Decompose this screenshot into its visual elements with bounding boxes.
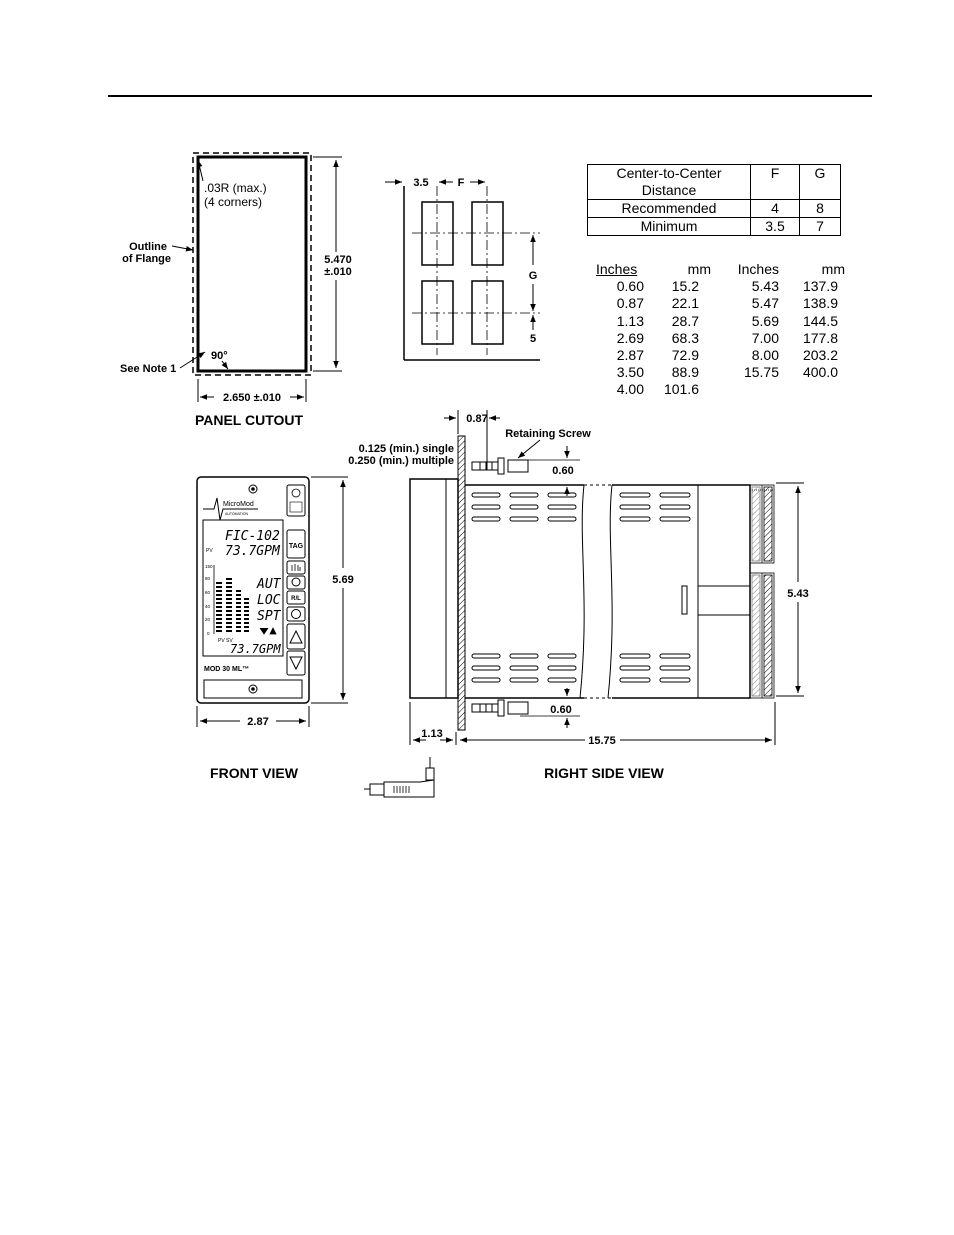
table-row [588,200,841,218]
up-button[interactable] [287,624,305,649]
value-cell: 22.1 [671,295,699,312]
header-inches-2: Inches [737,261,779,277]
plug-connector-icon [364,757,434,797]
cutout-width-dim: 2.650 ±.010 [222,392,282,404]
case-body [465,485,750,698]
list-item [596,347,845,364]
flange-label-2: of Flange [122,253,171,265]
table-header-g: G [800,165,841,200]
retaining-screw-bottom [472,700,528,716]
side-dim-087: 0.87 [466,413,488,425]
hand-icon [292,564,300,571]
value-cell: 400.0 [802,364,838,381]
break-line-1 [580,485,584,698]
corner-note-2: (4 corners) [204,195,263,209]
list-item [596,313,845,330]
model-label: MOD 30 ML™ [204,666,250,673]
spacing-dim-5: 5 [529,333,537,345]
table-header-cell [588,165,751,200]
panel-thickness-note-2: 0.250 (min.) multiple [348,455,454,467]
value-cell: 15.2 [671,278,699,295]
side-latch [682,586,687,614]
pv-sv-label: PV SV [218,638,233,644]
value-cell: 203.2 [802,346,838,363]
value-cell: 3.50 [616,364,644,381]
panel-thickness-note-1: 0.125 (min.) single [358,443,454,455]
table-row [588,165,841,200]
table-cell: Minimum [588,218,751,236]
table-cell: 7 [800,218,841,236]
lcd-line-2: 73.7GPM [225,544,280,559]
spacing-dim-f: F [457,177,465,189]
brand-sub: AUTOMATION [225,512,249,516]
manual-button[interactable] [287,561,305,574]
up-arrow-icon [290,631,302,643]
list-item [596,364,845,381]
spacing-dim-g: G [528,270,538,282]
down-button[interactable] [287,651,305,675]
table-header-f: F [751,165,800,200]
panel-cutout-title: PANEL CUTOUT [194,412,304,428]
value-cell: 101.6 [663,381,699,398]
lcd-bottom: 73.7GPM [230,642,281,656]
tag-button-label: TAG [288,543,304,550]
list-item [596,295,845,312]
angle-label: 90° [211,350,228,362]
table-cell: 8 [800,200,841,218]
lcd-aut: AUT [257,577,281,592]
table-cell: 3.5 [751,218,800,236]
scale-40: 40 [205,604,211,609]
list-item [596,381,845,398]
side-dim-060-top: 0.60 [552,465,574,477]
scale-0: 0 [207,631,210,636]
flange-label-1: Outline [129,241,167,253]
spacing-diagram [385,177,540,360]
corner-note: .03R (max.) [204,181,267,195]
down-arrow-icon [290,657,302,669]
front-view [197,477,354,781]
scale-20: 20 [205,617,211,622]
side-height-dim: 5.43 [787,588,809,600]
cutout-height-tol: ±.010 [324,266,352,278]
value-cell: 0.87 [616,295,644,312]
value-cell: 4.00 [616,381,644,398]
front-view-title: FRONT VIEW [210,765,298,781]
value-cell: 144.5 [802,312,838,329]
retaining-screw-label: Retaining Screw [505,428,591,440]
header-line-1: Center-to-Center [616,165,722,181]
value-cell: 137.9 [802,278,838,295]
value-cell: 5.69 [751,312,779,329]
side-length-dim: 15.75 [588,735,616,747]
value-cell: 1.13 [616,312,644,329]
value-cell: 88.9 [671,364,699,381]
spacing-dim-a: 3.5 [413,177,429,189]
scale-80: 80 [205,576,211,581]
front-height-dim: 5.69 [332,574,354,586]
conversion-list [596,261,845,399]
header-line-2: Distance [641,182,697,198]
value-cell: 8.00 [751,346,779,363]
scale-60: 60 [205,590,211,595]
list-item [596,278,845,295]
up-down-indicator-icon [260,628,276,634]
list-item [596,330,845,347]
rl-button-label: R/L [291,596,301,602]
side-dim-113: 1.13 [421,728,443,740]
right-side-view-title: RIGHT SIDE VIEW [544,765,664,781]
front-width-dim: 2.87 [247,716,269,728]
retaining-screw-top [472,458,528,474]
break-line-2 [608,485,612,698]
value-cell: 68.3 [671,329,699,346]
table-row [588,218,841,236]
bargraph [216,578,249,632]
see-note-label: See Note 1 [120,363,177,375]
lcd-spt: SPT [257,609,281,624]
side-dim-060-bot: 0.60 [550,704,572,716]
value-cell: 2.87 [616,346,644,363]
header-mm-1: mm [687,261,711,277]
pv-label: PV [206,548,213,554]
header-mm-2: mm [821,261,845,277]
conversion-header [596,261,845,278]
center-distance-table [587,164,841,236]
brand-name: MicroMod [223,501,254,508]
table-cell: 4 [751,200,800,218]
lcd-loc: LOC [257,593,281,608]
scale-150: 150 [205,564,213,569]
cutout-height-dim: 5.470 [324,254,352,266]
value-cell: 138.9 [802,295,838,312]
auto-cycle-icon [292,578,300,586]
value-cell: 0.60 [616,278,644,295]
side-bezel [410,479,458,698]
mounting-panel [458,436,465,730]
value-cell: 28.7 [671,312,699,329]
value-cell: 5.47 [751,295,779,312]
lcd-line-1: FIC-102 [225,529,280,544]
terminal-strips [750,485,774,698]
header-inches-1: Inches [596,261,638,277]
value-cell: 15.75 [743,364,779,381]
vent-slots [472,493,690,682]
setpoint-cycle-icon [292,610,301,619]
value-cell: 72.9 [671,346,699,363]
value-cell: 7.00 [751,329,779,346]
value-cell: 177.8 [802,329,838,346]
panel-cutout [120,153,352,428]
value-cell: 5.43 [751,278,779,295]
right-side-view [348,410,808,797]
value-cell: 2.69 [616,329,644,346]
table-cell: Recommended [588,200,751,218]
